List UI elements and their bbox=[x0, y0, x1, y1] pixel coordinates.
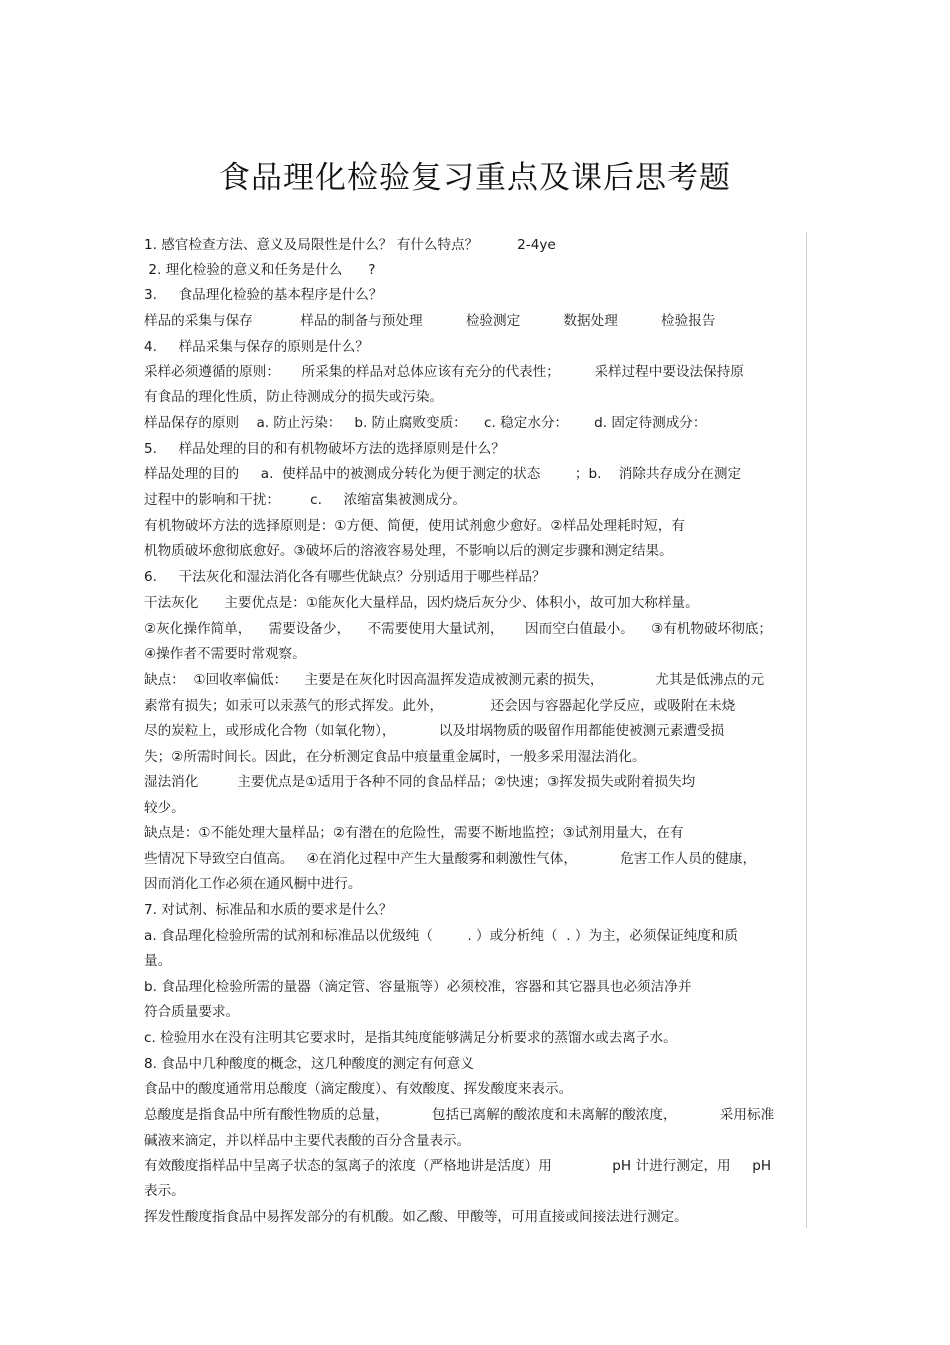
text-line: 采样必须遵循的原则： 所采集的样品对总体应该有充分的代表性； 采样过程中要设法保持原 bbox=[144, 364, 744, 380]
text-line: ②灰化操作简单， 需要设备少， 不需要使用大量试剂， 因而空白值最小。 ③有机物破坏彻底； bbox=[144, 621, 772, 637]
text-line: 表示。 bbox=[144, 1183, 185, 1199]
text-line: 8. 食品中几种酸度的概念，这几种酸度的测定有何意义 bbox=[144, 1056, 474, 1072]
text-line: 干法灰化 主要优点是：①能灰化大量样品，因灼烧后灰分少、体积小，故可加大称样量。 bbox=[144, 595, 699, 611]
text-line: 食品中的酸度通常用总酸度（滴定酸度）、有效酸度、挥发酸度来表示。 bbox=[144, 1081, 573, 1097]
text-line: 挥发性酸度指食品中易挥发部分的有机酸。如乙酸、甲酸等，可用直接或间接法进行测定。 bbox=[144, 1209, 688, 1225]
text-line: 符合质量要求。 bbox=[144, 1004, 240, 1020]
text-line: 尽的炭粒上，或形成化合物（如氧化物）， 以及坩埚物质的吸留作用都能使被测元素遭受损 bbox=[144, 723, 725, 739]
text-line: 7. 对试剂、标准品和水质的要求是什么？ bbox=[144, 902, 393, 918]
text-line: 4. 样品采集与保存的原则是什么？ bbox=[144, 339, 369, 355]
text-line: 样品保存的原则 a. 防止污染： b. 防止腐败变质： c. 稳定水分： d. 固定待测成分： bbox=[144, 415, 707, 431]
text-line: 失；②所需时间长。因此，在分析测定食品中痕量重金属时，一般多采用湿法消化。 bbox=[144, 749, 646, 765]
text-line: 有效酸度指样品中呈离子状态的氢离子的浓度（严格地讲是活度）用 pH 计进行测定，用 pH bbox=[144, 1158, 772, 1174]
text-line: 3. 食品理化检验的基本程序是什么？ bbox=[144, 287, 383, 303]
text-line: 总酸度是指食品中所有酸性物质的总量， 包括已离解的酸浓度和未离解的酸浓度， 采用标准 bbox=[144, 1107, 775, 1123]
text-line: 样品处理的目的 a. 使样品中的被测成分转化为便于测定的状态 ；b. 消除共存成分在测定 bbox=[144, 466, 742, 482]
text-line: ④操作者不需要时常观察。 bbox=[144, 646, 306, 662]
text-line: a. 食品理化检验所需的试剂和标准品以优级纯（ . ）或分析纯（ . ）为主，必须保证纯度和质 bbox=[144, 928, 739, 944]
text-line: 碱液来滴定，并以样品中主要代表酸的百分含量表示。 bbox=[144, 1133, 471, 1149]
text-line: 有机物破坏方法的选择原则是：①方便、简便，使用试剂愈少愈好。②样品处理耗时短，有 bbox=[144, 518, 685, 534]
text-line: 些情况下导致空白值高。 ④在消化过程中产生大量酸雾和刺激性气体， 危害工作人员的健康， bbox=[144, 851, 757, 867]
text-line: 5. 样品处理的目的和有机物破坏方法的选择原则是什么？ bbox=[144, 441, 505, 457]
text-line: 量。 bbox=[144, 953, 172, 969]
text-line: 过程中的影响和干扰： c. 浓缩富集被测成分。 bbox=[144, 492, 466, 508]
text-line: 6. 干法灰化和湿法消化各有哪些优缺点？分别适用于哪些样品？ bbox=[144, 569, 546, 585]
text-line: 缺点是：①不能处理大量样品；②有潜在的危险性，需要不断地监控；③试剂用量大，在有 bbox=[144, 825, 684, 841]
page-title: 食品理化检验复习重点及课后思考题 bbox=[219, 160, 731, 196]
text-line: 1. 感官检查方法、意义及局限性是什么？ 有什么特点？ 2-4ye bbox=[144, 237, 556, 253]
text-line: 较少。 bbox=[144, 800, 185, 816]
text-line: 样品的采集与保存 样品的制备与预处理 检验测定 数据处理 检验报告 bbox=[144, 313, 716, 329]
text-line: 因而消化工作必须在通风橱中进行。 bbox=[144, 876, 362, 892]
text-line: c. 检验用水在没有注明其它要求时，是指其纯度能够满足分析要求的蒸馏水或去离子水。 bbox=[144, 1030, 677, 1046]
text-line: b. 食品理化检验所需的量器（滴定管、容量瓶等）必须校准，容器和其它器具也必须洁净并 bbox=[144, 979, 692, 995]
text-line: 湿法消化 主要优点是①适用于各种不同的食品样品；②快速；③挥发损失或附着损失均 bbox=[144, 774, 696, 790]
text-line: 有食品的理化性质，防止待测成分的损失或污染。 bbox=[144, 389, 444, 405]
text-line: 缺点： ①回收率偏低： 主要是在灰化时因高温挥发造成被测元素的损失， 尤其是低沸点的元 bbox=[144, 672, 765, 688]
text-line: 机物质破坏愈彻底愈好。③破坏后的溶液容易处理，不影响以后的测定步骤和测定结果。 bbox=[144, 543, 673, 559]
text-line: 素常有损失；如汞可以汞蒸气的形式挥发。此外， 还会因与容器起化学反应，或吸附在未烧 bbox=[144, 698, 736, 714]
text-line: 2. 理化检验的意义和任务是什么 ? bbox=[144, 262, 376, 278]
